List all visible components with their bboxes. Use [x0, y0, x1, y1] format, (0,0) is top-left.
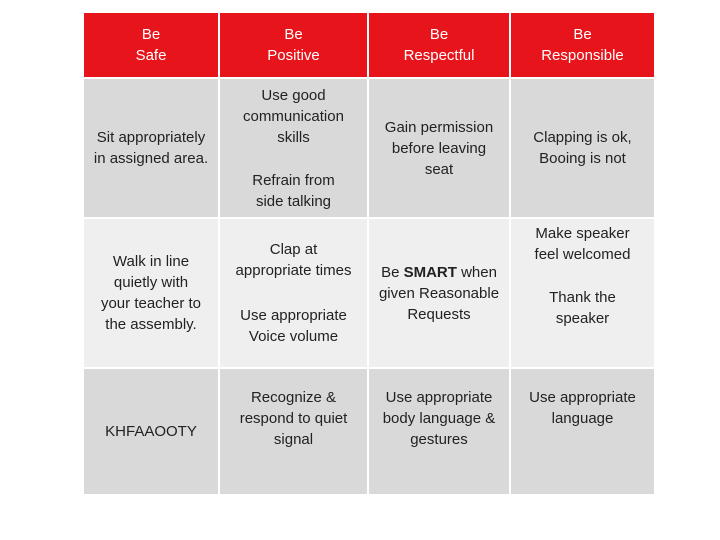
cell-text: Requests [407, 305, 471, 323]
cell-respectful [369, 369, 511, 494]
smart-emphasis: SMART [403, 263, 457, 281]
header-text: Be [141, 26, 161, 43]
cell-text [381, 262, 497, 283]
cell-text: the assembly. [105, 316, 197, 333]
cell-text: Use appropriate [529, 389, 636, 406]
cell-safe [84, 219, 220, 367]
cell-text: Clapping is ok, [533, 129, 632, 146]
cell-text-part: when [456, 263, 497, 281]
header-be-safe [84, 13, 220, 77]
cell-text: Clap at [269, 241, 318, 258]
cell-text: appropriate times [235, 262, 352, 279]
header-text: Positive [267, 47, 320, 64]
behavior-matrix-table [84, 13, 654, 494]
header-text: Respectful [403, 47, 475, 64]
cell-text: your teacher to [100, 295, 202, 312]
cell-text: Sit appropriately [96, 129, 206, 146]
table-row [84, 217, 654, 367]
cell-positive [220, 219, 369, 367]
table-row [84, 367, 654, 494]
cell-text: respond to quiet [239, 410, 348, 427]
cell-text-part: Be [381, 263, 404, 281]
cell-text: quietly with [113, 274, 189, 291]
cell-responsible [511, 79, 654, 217]
cell-text: signal [273, 431, 314, 448]
cell-text: before leaving [391, 139, 487, 157]
cell-text: KHFAAOOTY [105, 423, 197, 440]
header-text: Safe [135, 47, 167, 64]
cell-text: Use good [261, 86, 326, 104]
cell-text: Thank the [549, 289, 616, 306]
cell-text: side talking [255, 192, 332, 210]
cell-text: Gain permission [384, 118, 494, 136]
cell-text: feel welcomed [534, 246, 631, 263]
cell-text: speaker [555, 310, 610, 327]
cell-positive [220, 79, 369, 217]
header-text: Be [284, 26, 303, 43]
cell-text: gestures [410, 431, 468, 448]
cell-text: seat [424, 160, 454, 178]
cell-text: given Reasonable [378, 284, 500, 302]
cell-text: Voice volume [248, 328, 339, 345]
cell-safe [84, 369, 220, 494]
header-be-positive [220, 13, 369, 77]
table-row [84, 77, 654, 217]
header-be-respectful [369, 13, 511, 77]
header-text: Be [573, 26, 592, 43]
cell-responsible [511, 369, 654, 494]
cell-responsible [511, 219, 654, 367]
cell-text: skills [277, 128, 310, 146]
cell-text: language [551, 410, 614, 427]
cell-text: body language & [382, 410, 496, 427]
header-be-responsible [511, 13, 654, 77]
cell-safe [84, 79, 220, 217]
header-text: Responsible [541, 47, 624, 64]
header-row [84, 13, 654, 77]
cell-text: Walk in line [112, 253, 190, 270]
cell-text: Use appropriate [385, 389, 493, 406]
cell-text: Make speaker [535, 225, 630, 242]
cell-text: Booing is not [539, 150, 626, 167]
cell-text: in assigned area. [93, 150, 209, 167]
cell-text: Recognize & [250, 389, 337, 406]
cell-respectful [369, 79, 511, 217]
cell-respectful [369, 219, 511, 367]
cell-positive [220, 369, 369, 494]
cell-text: Refrain from [252, 171, 335, 189]
cell-text: communication [243, 107, 344, 125]
cell-text: Use appropriate [240, 307, 347, 324]
header-text: Be [429, 26, 449, 43]
